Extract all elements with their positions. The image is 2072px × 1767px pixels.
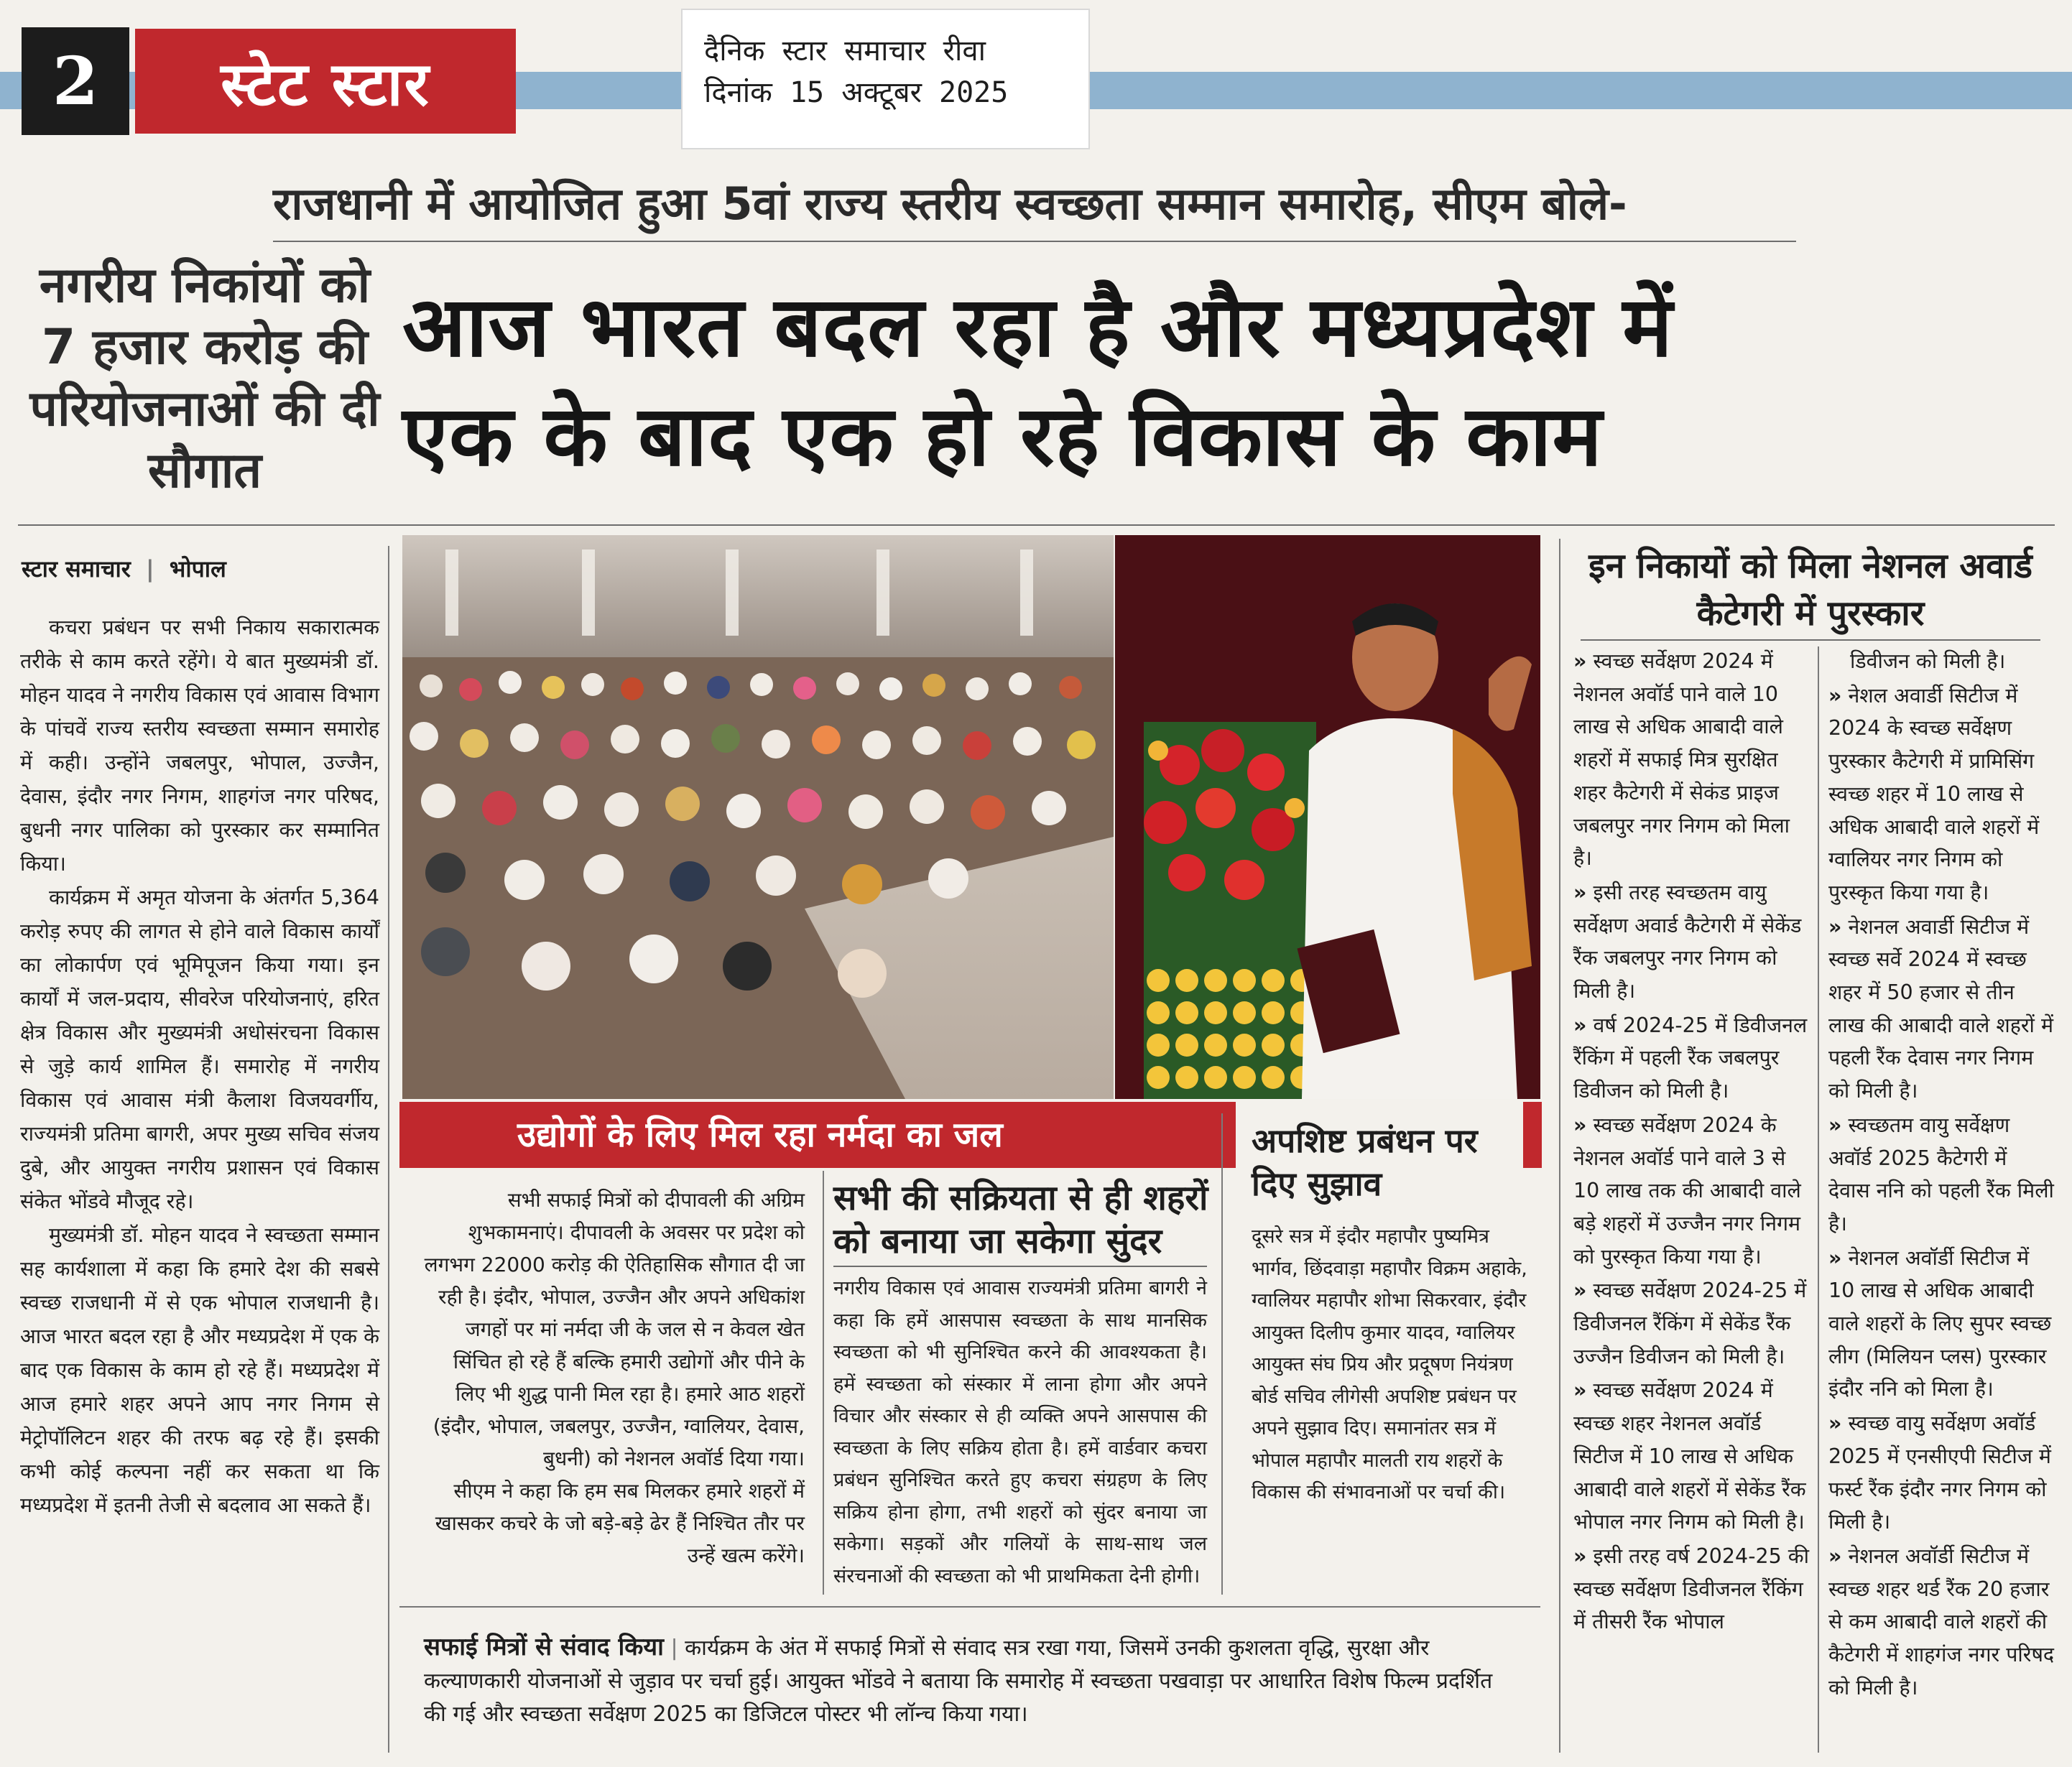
section-title: स्टेट स्टार bbox=[135, 29, 516, 134]
award-item: » नेशनल अवार्डी सिटीज में स्वच्छ सर्वे 2024 में स्वच्छ शहर में 50 हजार से तीन लाख की आबादी वाले शहरों में पहली रैंक देवास नगर निगम को मिली है। bbox=[1828, 914, 2054, 1103]
byline-agency: स्टार समाचार bbox=[22, 555, 131, 583]
award-item: » स्वच्छ सर्वेक्षण 2024 में नेशनल अवॉर्ड पाने वाले 10 लाख से अधिक आबादी वाले शहरों में सफाई मित्र सुरक्षित शहर कैटेगरी में सेकंड प्राइज जबलपुर नगर निगम को मिला है। bbox=[1573, 649, 1790, 871]
awards-title-rule bbox=[1581, 639, 2040, 641]
award-item: » स्वच्छ सर्वेक्षण 2024 में स्वच्छ शहर नेशनल अवॉर्ड सिटीज में 10 लाख से अधिक आबादी वाले शहरों में सेकेंड रैंक भोपाल नगर निगम को मिली है। bbox=[1573, 1378, 1806, 1534]
award-item: » स्वच्छ सर्वेक्षण 2024-25 में डिवीजनल रैंकिंग में सेकेंड रैंक उज्जैन डिवीजन को मिली है। bbox=[1573, 1279, 1807, 1368]
dateline-date: दिनांक 15 अक्टूबर 2025 bbox=[704, 76, 1009, 109]
main-headline-line-1: आज भारत बदल रहा है और मध्यप्रदेश में bbox=[402, 279, 1673, 376]
narmada-subheading: उद्योगों के लिए मिल रहा नर्मदा का जल bbox=[517, 1115, 1003, 1155]
main-headline bbox=[402, 273, 2048, 491]
kicker-rule bbox=[273, 241, 1796, 242]
mid-column bbox=[833, 1273, 1207, 1592]
narmada-paragraph: सीएम ने कहा कि हम सब मिलकर हमारे शहरों में खासकर कचरे के जो बड़े-बड़े ढेर हैं निश्चित तौर पर उन्हें खत्म करेंगे। bbox=[435, 1479, 805, 1567]
cm-speech-photo-art bbox=[1115, 535, 1540, 1099]
awards-column-1 bbox=[1573, 645, 1810, 1640]
column-divider bbox=[1559, 539, 1560, 1753]
cm-speech-photo bbox=[1115, 535, 1540, 1099]
award-item: » इसी तरह स्वच्छतम वायु सर्वेक्षण अवार्ड कैटेगरी में सेकेंड रैंक जबलपुर नगर निगम को मिली है। bbox=[1573, 880, 1802, 1003]
award-item: » वर्ष 2024-25 में डिवीजनल रैंकिंग में पहली रैंक जबलपुर डिवीजन को मिली है। bbox=[1573, 1013, 1808, 1103]
dateline-box bbox=[683, 10, 1088, 148]
award-item: » स्वच्छतम वायु सर्वेक्षण अवॉर्ड 2025 कैटेगरी में देवास ननि को पहली रैंक मिली है। bbox=[1828, 1113, 2054, 1235]
side-headline: नगरीय निकांयों को 7 हजार करोड़ की परियोजनाओं की दी सौगात bbox=[29, 257, 380, 499]
left-paragraph: कार्यक्रम में अमृत योजना के अंतर्गत 5,364 करोड़ रुपए की लागत से होने वाले विकास कार्यों का लोकार्पण एवं भूमिपूजन किया गया। इन कार्यों में जल-प्रदाय, सीवरेज परियोजनाएं, हरित क्षेत्र विकास और मुख्यमंत्री अधोसंरचना विकास से जुड़े कार्य शामिल हैं। समारोह में नगरीय विकास एवं आवास मंत्री कैलाश विजयवर्गीय, राज्यमंत्री प्रतिमा बागरी, अपर मुख्य सचिव संजय दुबे, और आयुक्त नगरीय प्रशासन एवं विकास संकेत भोंडवे मौजूद रहे। bbox=[20, 886, 379, 1213]
audience-photo-art bbox=[402, 535, 1114, 1099]
left-paragraph: कचरा प्रबंधन पर सभी निकाय सकारात्मक तरीके से काम करते रहेंगे। ये बात मुख्यमंत्री डॉ. मोहन यादव ने नगरीय विकास एवं आवास विभाग के पांचवें राज्य स्तरीय स्वच्छता सम्मान समारोह में कही। उन्होंने जबलपुर, भोपाल, उज्जैन, देवास, इंदौर नगर निगम, शाहगंज नगर परिषद, बुधनी नगर पालिका को पुरस्कार कर सम्मानित किया। bbox=[20, 616, 379, 876]
main-headline-line-2: एक के बाद एक हो रहे विकास के काम bbox=[402, 388, 1603, 485]
bottom-text: कार्यक्रम के अंत में सफाई मित्रों से संवाद सत्र रखा गया, जिसमें उनकी कुशलता वृद्धि, सुरक्षा और कल्याणकारी योजनाओं से जुड़ाव पर चर्चा हुई। आयुक्त भोंडवे ने बताया कि समारोह में स्वच्छता पखवाड़ा पर आधारित विशेष फिल्म प्रदर्शित की गई और स्वच्छता सर्वेक्षण 2025 का डिजिटल पोस्टर भी लॉन्च किया गया। bbox=[424, 1636, 1493, 1727]
awards-column-2 bbox=[1828, 645, 2055, 1706]
waste-column bbox=[1252, 1221, 1528, 1509]
award-item: » नेशनल अवॉर्डी सिटीज में 10 लाख से अधिक आबादी वाले शहरों के लिए सुपर स्वच्छ लीग (मिलियन प्लस) पुरस्कार इंदौर ननि को मिला है। bbox=[1828, 1246, 2052, 1401]
mid-subhead-rule bbox=[833, 1266, 1207, 1267]
column-divider bbox=[1818, 646, 1819, 1753]
mid-subheading: सभी की सक्रियता से ही शहरों को बनाया जा सकेगा सुंदर bbox=[833, 1178, 1208, 1261]
left-paragraph: मुख्यमंत्री डॉ. मोहन यादव ने स्वच्छता सम्मान सह कार्यशाला में कहा कि हमारे देश की सबसे स्वच्छ राजधानी में से एक भोपाल राजधानी है। आज भारत बदल रहा है और मध्यप्रदेश में एक के बाद एक विकास के काम हो रहे हैं। मध्यप्रदेश में आज हमारे शहर अपने आप नगर निगम से मेट्रोपॉलिटन शहर की तरफ बढ़ रहे हैं। इसकी कभी कोई कल्पना नहीं कर सकता था कि मध्यप्रदेश में इतनी तेजी से बदलाव आ सकते हैं। bbox=[20, 1223, 379, 1517]
bottom-label: सफाई मित्रों से संवाद किया bbox=[424, 1633, 664, 1661]
flower-podium-icon bbox=[1144, 722, 1316, 1099]
waste-subheading: अपशिष्ट प्रबंधन पर दिए सुझाव bbox=[1252, 1121, 1478, 1203]
kicker-headline: राजधानी में आयोजित हुआ 5वां राज्य स्तरीय स्वच्छता सम्मान समारोह, सीएम बोले- bbox=[273, 177, 1627, 230]
award-item: » स्वच्छ सर्वेक्षण 2024 के नेशनल अवॉर्ड पाने वाले 3 से 10 लाख तक की आबादी वाले बड़े शहरों में उज्जैन नगर निगम को पुरस्कृत किया गया है। bbox=[1573, 1113, 1801, 1269]
award-item: » नेशल अवार्डी सिटीज में 2024 के स्वच्छ सर्वेक्षण पुरस्कार कैटेगरी में प्रामिसिंग स्वच्छ शहर में 10 लाख से अधिक आबादी वाले शहरों में ग्वालियर नगर निगम को पुरस्कृत किया गया है। bbox=[1828, 683, 2040, 904]
column-divider bbox=[388, 546, 389, 1753]
award-item: डिवीजन को मिली है। bbox=[1850, 649, 2006, 673]
waste-paragraph: दूसरे सत्र में इंदौर महापौर पुष्यमित्र भार्गव, छिंदवाड़ा महापौर विक्रम अहाके, ग्वालियर महापौर शोभा सिकरवार, इंदौर आयुक्त दिलीप कुमार यादव, ग्वालियर आयुक्त संघ प्रिय और प्रदूषण नियंत्रण बोर्ड सचिव लीगेसी अपशिष्ट प्रबंधन पर अपने सुझाव दिए। समानांतर सत्र में भोपाल महापौर मालती राय शहरों के विकास की संभावनाओं पर चर्चा की। bbox=[1252, 1225, 1527, 1503]
award-item: » नेशनल अवॉर्डी सिटीज में स्वच्छ शहर थर्ड रैंक 20 हजार से कम आबादी वाले शहरों की कैटेगरी में शाहगंज नगर परिषद को मिली है। bbox=[1828, 1544, 2055, 1699]
headline-rule bbox=[18, 524, 2055, 526]
dateline-paper: दैनिक स्टार समाचार रीवा bbox=[704, 34, 986, 68]
byline-place: भोपाल bbox=[169, 555, 226, 583]
byline: स्टार समाचार | भोपाल bbox=[22, 555, 226, 583]
left-column bbox=[20, 611, 379, 1522]
award-item: » इसी तरह वर्ष 2024-25 की स्वच्छ सर्वेक्षण डिवीजनल रैंकिंग में तीसरी रैंक भोपाल bbox=[1573, 1544, 1810, 1634]
mid-paragraph: नगरीय विकास एवं आवास राज्यमंत्री प्रतिमा बागरी ने कहा कि हमें आसपास स्वच्छता के साथ मानसिक स्वच्छता को भी सुनिश्चित करने की आवश्यकता है। हमें स्वच्छता को संस्कार में लाना होगा और अपने विचार और संस्कार से ही व्यक्ति अपने आसपास की स्वच्छता के लिए सक्रिय होता है। हमें वार्डवार कचरा प्रबंधन सुनिश्चित करते हुए कचरा संग्रहण के लिए सक्रिय होना होगा, तभी शहरों को सुंदर बनाया जा सकेगा। सड़कों और गलियों के साथ-साथ जल संरचनाओं की स्वच्छता को भी प्राथमिकता देनी होगी। bbox=[833, 1277, 1207, 1587]
awards-title: इन निकायों को मिला नेशनल अवार्ड कैटेगरी में पुरस्कार bbox=[1588, 546, 2032, 634]
page-number: 2 bbox=[22, 27, 129, 135]
narmada-paragraph: सभी सफाई मित्रों को दीपावली की अग्रिम शुभकामनाएं। दीपावली के अवसर पर प्रदेश को लगभग 22000 करोड़ की ऐतिहासिक सौगात दी जा रही है। इंदौर, भोपाल, उज्जैन और अपने अधिकांश जगहों पर मां नर्मदा जी के जल से न केवल खेत सिंचित हो रहे हैं बल्कि हमारी उद्योगों और पीने के लिए भी शुद्ध पानी मिल रहा है। हमारे आठ शहरों (इंदौर, भोपाल, जबलपुर, उज्जैन, ग्वालियर, देवास, बुधनी) को नेशनल अवॉर्ड दिया गया। bbox=[424, 1188, 805, 1470]
audience-photo bbox=[402, 535, 1114, 1099]
award-item: » स्वच्छ वायु सर्वेक्षण अवॉर्ड 2025 में एनसीएपी सिटीज में फर्स्ट रैंक इंदौर नगर निगम को मिली है। bbox=[1828, 1411, 2051, 1534]
narmada-column bbox=[424, 1184, 805, 1572]
column-divider bbox=[1221, 1113, 1223, 1595]
column-divider bbox=[823, 1171, 824, 1595]
bottom-paragraph: सफाई मित्रों से संवाद किया | कार्यक्रम के अंत में सफाई मित्रों से संवाद सत्र रखा गया, जिसमें उनकी कुशलता वृद्धि, सुरक्षा और कल्याणकारी योजनाओं से जुड़ाव पर चर्चा हुई। आयुक्त भोंडवे ने बताया कि समारोह में स्वच्छता पखवाड़ा पर आधारित विशेष फिल्म प्रदर्शित की गई और स्वच्छता सर्वेक्षण 2025 का डिजिटल पोस्टर भी लॉन्च किया गया। bbox=[424, 1633, 1493, 1727]
